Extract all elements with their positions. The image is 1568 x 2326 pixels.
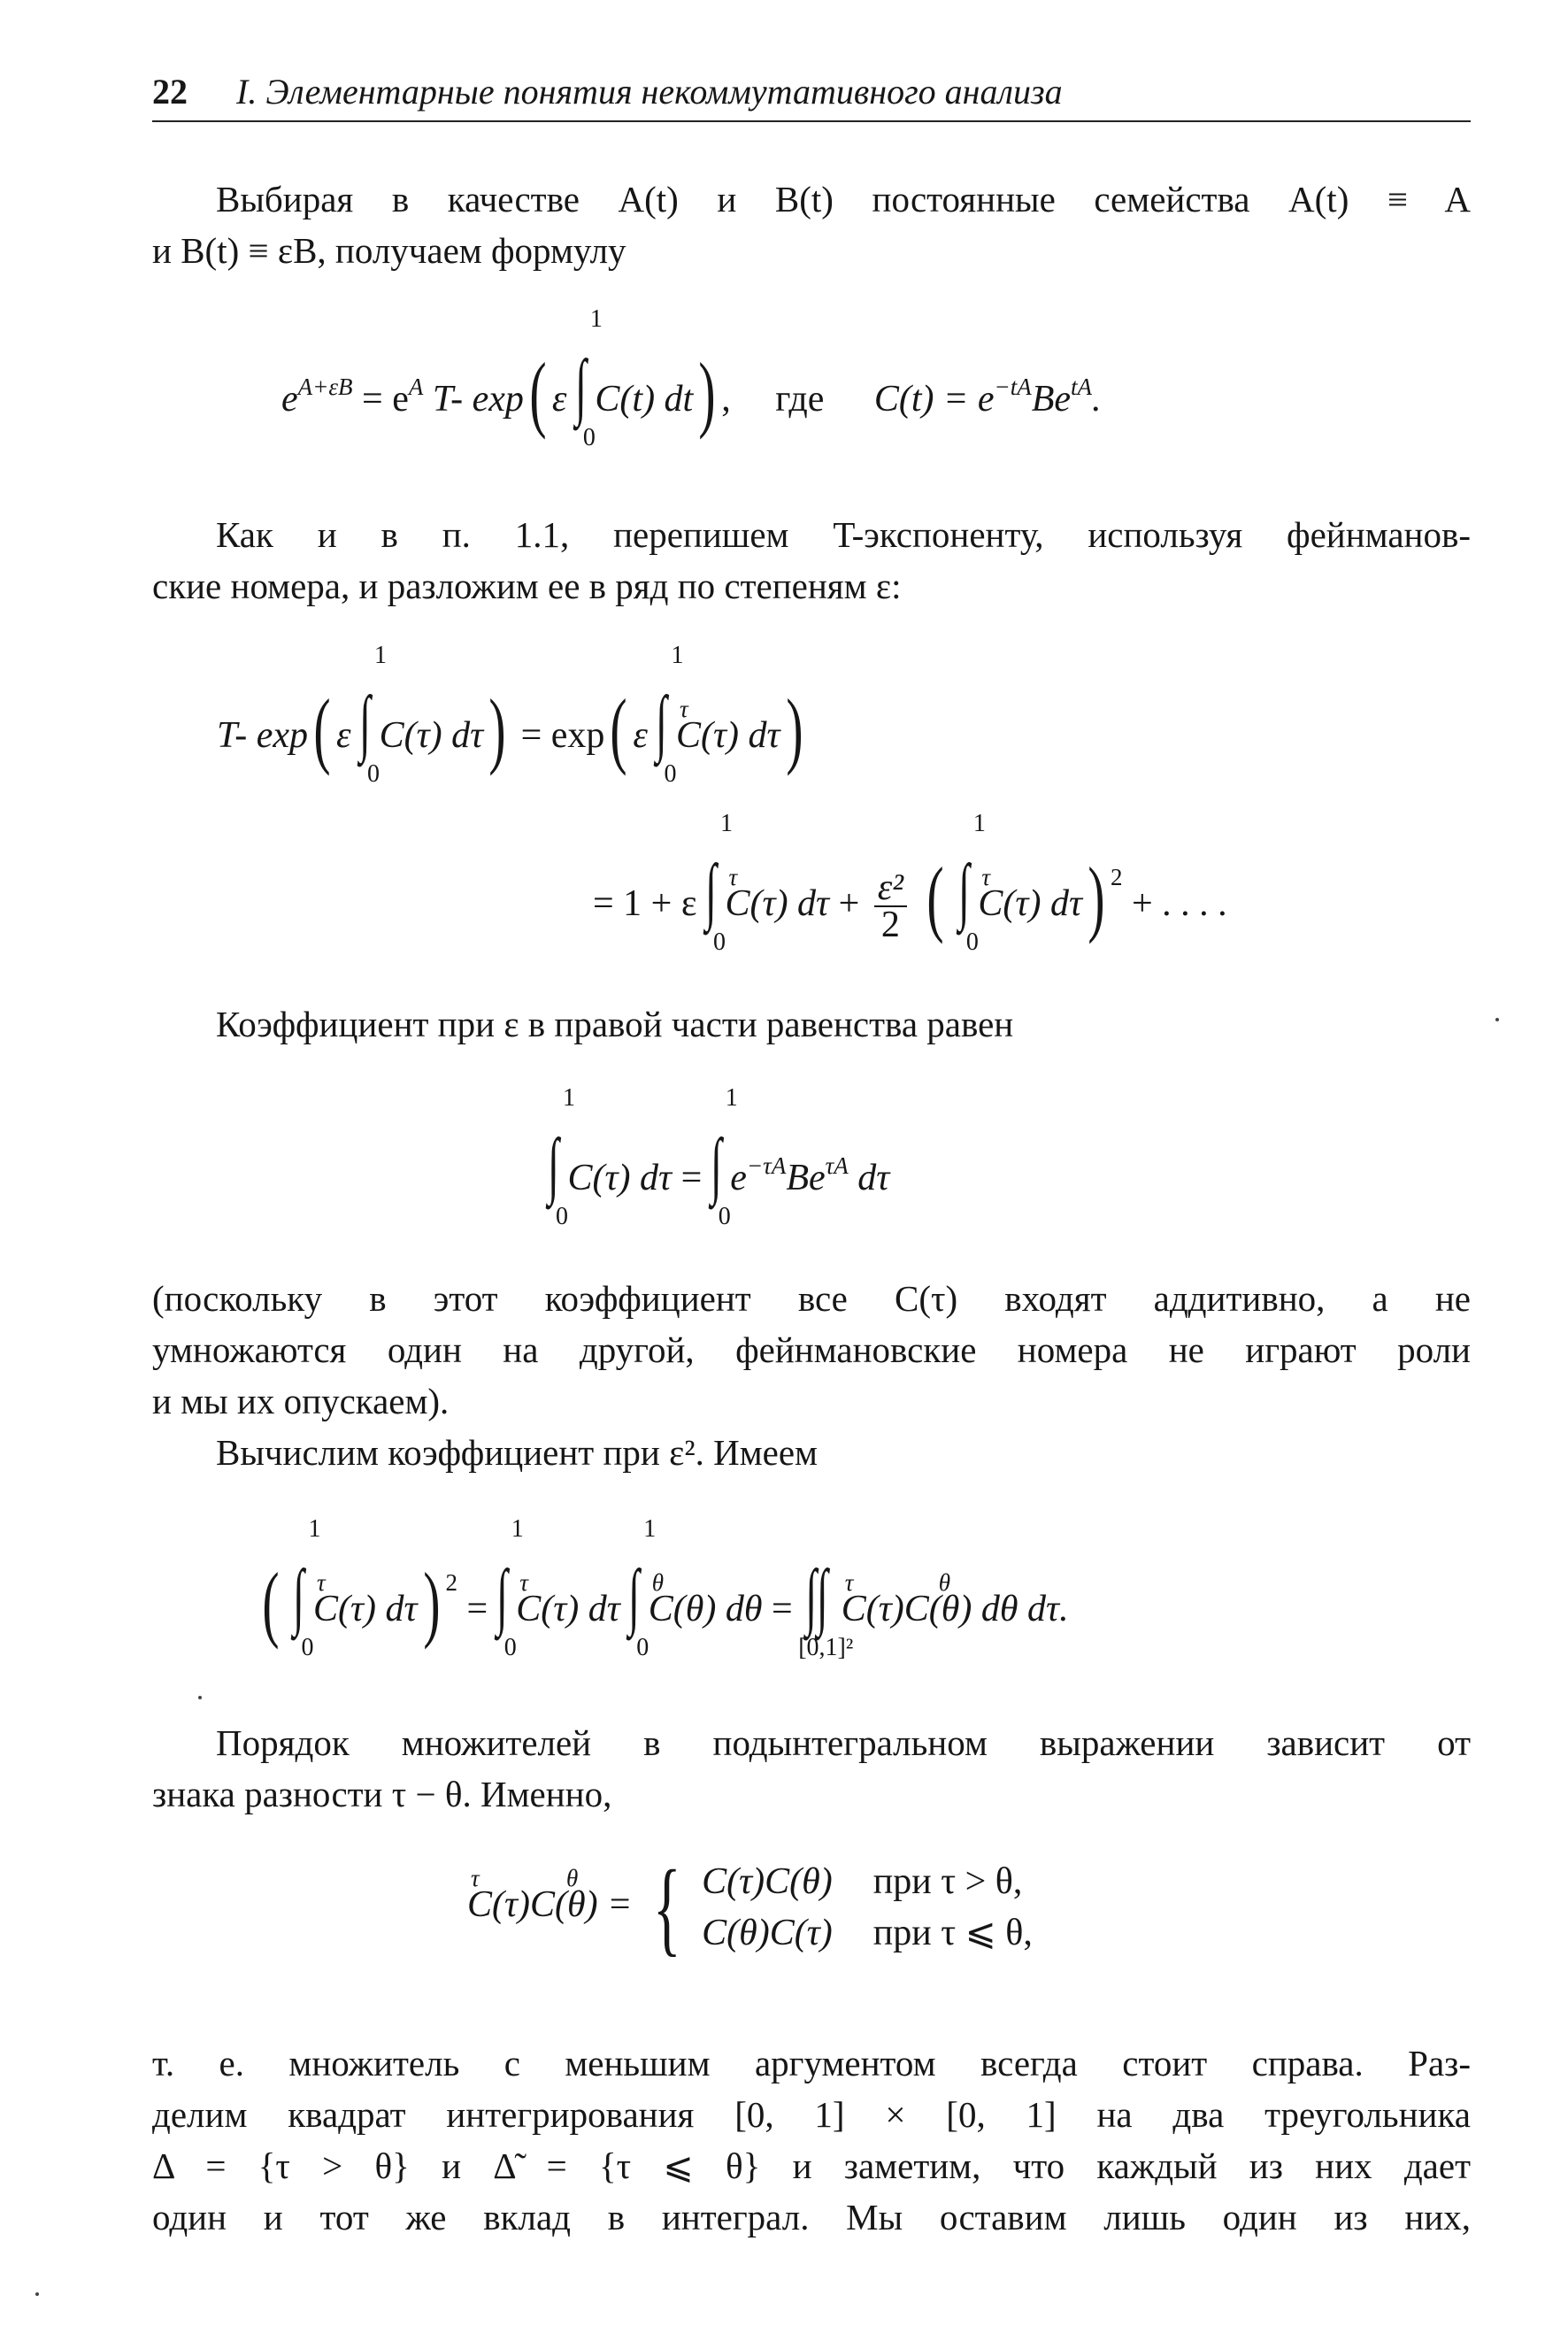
page-number: 22 — [152, 72, 188, 112]
text-line: и B(t) ≡ εB, получаем формулу — [152, 230, 626, 271]
equation-5: ( ∫ 1 0 τ C(τ) dτ) $^2$ = ∫ 1 0 τ C(τ) dτ ∫ 1 0 θ C(θ) dθ = ∫∫ [0,1]² τ θ C(τ)C(θ) dθ dτ. — [262, 1515, 1069, 1661]
scan-speck — [198, 1696, 202, 1699]
equation-3: = 1 + ε ∫ 1 0 τ C(τ) dτ + $\frac{\text{ε²}}{2}$ ( ∫ 1 0 τ C(τ) dτ) $^2$ + . . . . — [593, 810, 1227, 956]
text-line: Как и в п. 1.1, перепишем T-экспоненту, используя фейнманов- — [216, 514, 1471, 555]
text-line: т. е. множитель с меньшим аргументом всегда стоит справа. Раз- — [152, 2043, 1471, 2083]
paragraph-6 — [152, 1717, 1471, 1820]
scan-speck — [35, 2292, 39, 2296]
paragraph-4 — [152, 1273, 1471, 1427]
text-line: (поскольку в этот коэффициент все C(τ) входят аддитивно, а не — [152, 1278, 1471, 1319]
equation-2: T- exp( ε ∫ 1 0 C(τ) dτ) = exp( ε ∫ 1 0 τ C(τ) dτ) — [217, 642, 803, 788]
equation-1: $e^{A+\varepsilon B} = e^A$ T- exp( ε ∫ 1 0 C(t) dt) , где $C(t) = e^{-tA}Be^{tA}$. — [281, 305, 1102, 451]
text-line: Коэффициент при ε в правой части равенства равен — [216, 1004, 1014, 1044]
chapter-title: I. Элементарные понятия некоммутативного анализа — [236, 72, 1063, 112]
text-line: делим квадрат интегрирования [0, 1] × [0, 1] на два треугольника — [152, 2094, 1471, 2135]
text-line: знака разности τ − θ. Именно, — [152, 1774, 612, 1814]
running-head — [152, 71, 1471, 124]
text-line: Вычислим коэффициент при ε². Имеем — [216, 1432, 819, 1473]
paragraph-3 — [152, 998, 1471, 1050]
text-line: Выбирая в качестве A(t) и B(t) постоянные семейства A(t) ≡ A — [216, 179, 1471, 220]
text-line: и мы их опускаем). — [152, 1381, 450, 1421]
scan-speck — [1495, 1018, 1499, 1021]
equation-4: ∫ 1 0 C(τ) dτ = ∫ 1 0 $e^{-\tau A}Be^{\tau A}$ dτ — [548, 1084, 890, 1230]
equation-6: τ θ C(τ)C(θ) = { C(τ)C(θ) при τ > θ, C(θ)C(τ) при τ ⩽ θ, — [467, 1848, 1033, 1966]
text-line: ские номера, и разложим ее в ряд по степеням ε: — [152, 566, 902, 606]
header-rule — [152, 120, 1471, 122]
text-line: умножаются один на другой, фейнмановские номера не играют роли — [152, 1329, 1471, 1370]
text-line: Δ = {τ > θ} и Δ̃ = {τ ⩽ θ} и заметим, что каждый из них дает — [152, 2145, 1471, 2186]
paragraph-7 — [152, 2037, 1471, 2243]
paragraph-2 — [152, 509, 1471, 612]
text-line: Порядок множителей в подынтегральном выражении зависит от — [216, 1722, 1471, 1763]
text-line: один и тот же вклад в интеграл. Мы оставим лишь один из них, — [152, 2197, 1471, 2237]
paragraph-5 — [152, 1427, 1471, 1478]
paragraph-1 — [152, 173, 1471, 276]
